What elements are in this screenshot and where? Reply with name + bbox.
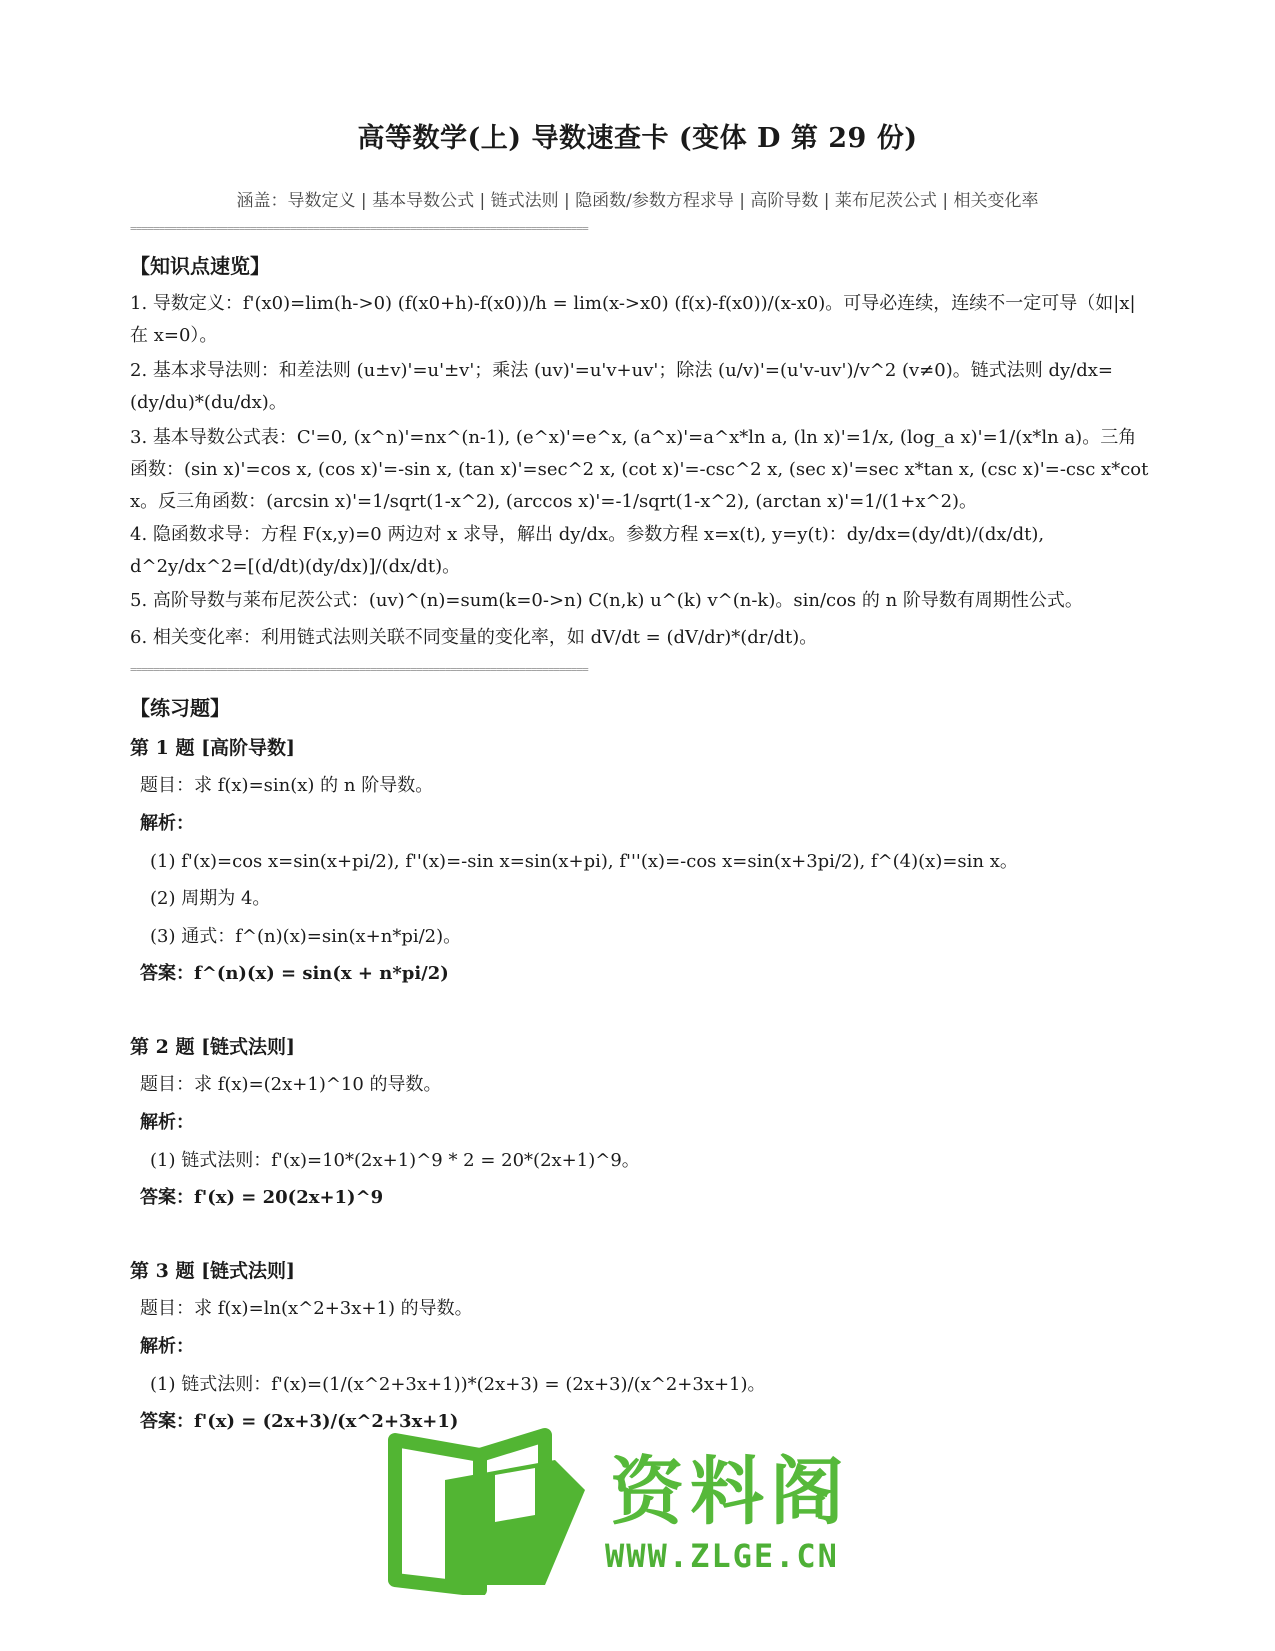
question-heading: 第 1 题 [高阶导数] [130, 737, 296, 759]
solution-step: (1) 链式法则：f'(x)=(1/(x^2+3x+1))*(2x+3) = (2x+3)/(x^2+3x+1)。 [150, 1374, 766, 1395]
question-heading: 第 2 题 [链式法则] [130, 1036, 296, 1058]
book-icon [385, 1420, 595, 1595]
question-heading: 第 3 题 [链式法则] [130, 1260, 296, 1282]
analysis-label: 解析： [140, 1336, 194, 1357]
divider-rule: ================================================================================ [130, 222, 588, 235]
page-subtitle: 涵盖：导数定义 | 基本导数公式 | 链式法则 | 隐函数/参数方程求导 | 高阶导数 | 莱布尼茨公式 | 相关变化率 [236, 191, 1039, 211]
question-problem: 题目：求 f(x)=ln(x^2+3x+1) 的导数。 [140, 1298, 473, 1319]
page-title: 高等数学(上) 导数速查卡 (变体 D 第 29 份) [357, 123, 918, 154]
watermark-logo [395, 1425, 875, 1610]
solution-step: (3) 通式：f^(n)(x)=sin(x+n*pi/2)。 [150, 926, 462, 947]
answer-line: 答案：f'(x) = (2x+3)/(x^2+3x+1) [140, 1411, 459, 1432]
knowledge-item: 3. 基本导数公式表：C'=0, (x^n)'=nx^(n-1), (e^x)'=e^x, (a^x)'=a^x*ln a, (ln x)'=1/x, (log_a x)'=1/(x*ln a)。三角函数：(sin x)'=cos x, (cos x)'=-sin x, (tan x)'=sec^2 x, (cot x)'=-csc^2 x, (sec x)'=sec x*tan x, (csc x)'=-csc x*cot x。反三角函数：(arcsin x)'=1/sqrt(1-x^2), (arccos x)'=-1/sqrt(1-x^2), (arctan x)'=1/(1+x^2)。 [130, 427, 1149, 512]
exercises-heading: 【练习题】 [130, 696, 230, 720]
answer-line: 答案：f^(n)(x) = sin(x + n*pi/2) [140, 963, 449, 984]
knowledge-item: 6. 相关变化率：利用链式法则关联不同变量的变化率，如 dV/dt = (dV/dr)*(dr/dt)。 [130, 627, 818, 648]
knowledge-item: 2. 基本求导法则：和差法则 (u±v)'=u'±v'；乘法 (uv)'=u'v+uv'；除法 (u/v)'=(u'v-uv')/v^2 (v≠0)。链式法则 dy/dx=(dy/du)*(du/dx)。 [130, 360, 1113, 413]
knowledge-heading: 【知识点速览】 [130, 254, 270, 278]
solution-step: (1) f'(x)=cos x=sin(x+pi/2), f''(x)=-sin x=sin(x+pi), f'''(x)=-cos x=sin(x+3pi/2), f^(4)(x)=sin x。 [150, 851, 1018, 872]
watermark-url: WWW.ZLGE.CN [605, 1537, 839, 1575]
analysis-label: 解析： [140, 813, 194, 834]
question-problem: 题目：求 f(x)=sin(x) 的 n 阶导数。 [140, 775, 434, 796]
knowledge-item: 5. 高阶导数与莱布尼茨公式：(uv)^(n)=sum(k=0->n) C(n,k) u^(k) v^(n-k)。sin/cos 的 n 阶导数有周期性公式。 [130, 590, 1083, 611]
answer-line: 答案：f'(x) = 20(2x+1)^9 [140, 1187, 384, 1208]
solution-step: (1) 链式法则：f'(x)=10*(2x+1)^9 * 2 = 20*(2x+1)^9。 [150, 1150, 640, 1171]
solution-step: (2) 周期为 4。 [150, 888, 271, 909]
analysis-label: 解析： [140, 1112, 194, 1133]
knowledge-item: 1. 导数定义：f'(x0)=lim(h->0) (f(x0+h)-f(x0))/h = lim(x->x0) (f(x)-f(x0))/(x-x0)。可导必连续，连续不一定可导（如|x|在 x=0）。 [130, 293, 1136, 346]
question-problem: 题目：求 f(x)=(2x+1)^10 的导数。 [140, 1074, 442, 1095]
knowledge-item: 4. 隐函数求导：方程 F(x,y)=0 两边对 x 求导，解出 dy/dx。参数方程 x=x(t), y=y(t)：dy/dx=(dy/dt)/(dx/dt), d^2y/dx^2=[(d/dt)(dy/dx)]/(dx/dt)。 [130, 524, 1045, 577]
divider-rule: ================================================================================ [130, 663, 588, 676]
watermark-name: 资料阁 [610, 1449, 850, 1535]
